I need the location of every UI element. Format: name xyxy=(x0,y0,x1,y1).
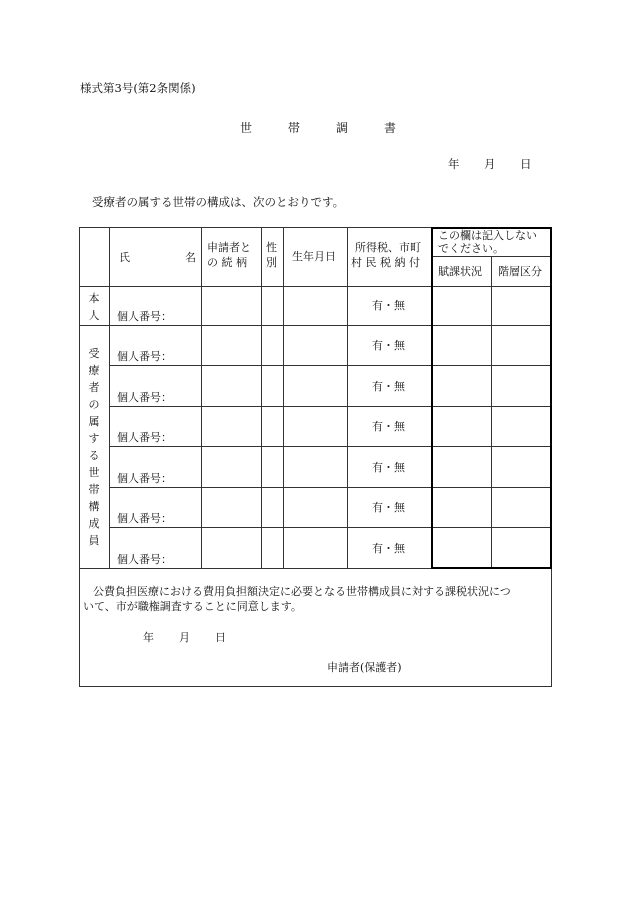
applicant-label: 申請者(保護者) xyxy=(327,661,402,674)
tax-yes-no[interactable]: 有・無 xyxy=(372,542,405,555)
intro-text: 受療者の属する世帯の構成は、次のとおりです。 xyxy=(92,195,345,209)
tax-yes-no[interactable]: 有・無 xyxy=(372,501,405,514)
tax-yes-no[interactable]: 有・無 xyxy=(372,299,405,312)
form-number: 様式第3号(第2条関係) xyxy=(80,81,196,95)
personal-number-label: 個人番号： xyxy=(117,391,172,404)
date-day: 日 xyxy=(520,157,532,171)
consent-text: 公費負担医療における費用負担額決定に必要となる世帯構成員に対する課税状況につ xyxy=(93,585,511,598)
consent-text-2: いて、市が職権調査することに同意します。 xyxy=(83,600,302,613)
tax-yes-no[interactable]: 有・無 xyxy=(372,380,405,393)
household-members-label: 受 療 者 の 属 す る 世 帯 構 成 員 xyxy=(88,347,100,547)
personal-number-label: 個人番号： xyxy=(117,350,172,363)
self-label: 本 人 xyxy=(88,292,100,322)
header-relation: 申請者と xyxy=(207,241,251,254)
personal-number-label: 個人番号： xyxy=(117,310,172,323)
header-sex-2: 別 xyxy=(266,256,277,269)
header-sex: 性 xyxy=(266,241,277,254)
personal-number-label: 個人番号： xyxy=(117,472,172,485)
header-name-2: 名 xyxy=(185,251,196,264)
personal-number-label: 個人番号： xyxy=(117,431,172,444)
tax-yes-no[interactable]: 有・無 xyxy=(372,339,405,352)
date-year: 年 xyxy=(448,157,460,171)
household-table xyxy=(79,227,552,687)
title-char: 書 xyxy=(384,121,397,135)
header-class: 階層区分 xyxy=(498,265,542,278)
header-relation-2: の 続 柄 xyxy=(207,256,247,269)
title-char: 世 xyxy=(240,121,253,135)
header-name-1: 氏 xyxy=(119,251,130,264)
title-char: 調 xyxy=(336,121,349,135)
date-month: 月 xyxy=(484,157,496,171)
office-use-note-2: でください。 xyxy=(438,242,504,255)
header-tax-2: 村 民 税 納 付 xyxy=(351,256,420,269)
tax-yes-no[interactable]: 有・無 xyxy=(372,461,405,474)
header-birthdate: 生年月日 xyxy=(292,250,336,263)
date-header xyxy=(448,156,532,172)
title-char: 帯 xyxy=(288,121,301,135)
personal-number-label: 個人番号： xyxy=(117,512,172,525)
personal-number-label: 個人番号： xyxy=(117,553,172,566)
header-tax-status: 賦課状況 xyxy=(438,265,482,278)
document-title xyxy=(240,119,396,136)
header-tax: 所得税、市町 xyxy=(355,241,421,254)
tax-yes-no[interactable]: 有・無 xyxy=(372,420,405,433)
consent-date: 年 月 日 xyxy=(143,631,226,644)
office-use-note: この欄は記入しない xyxy=(438,229,537,242)
